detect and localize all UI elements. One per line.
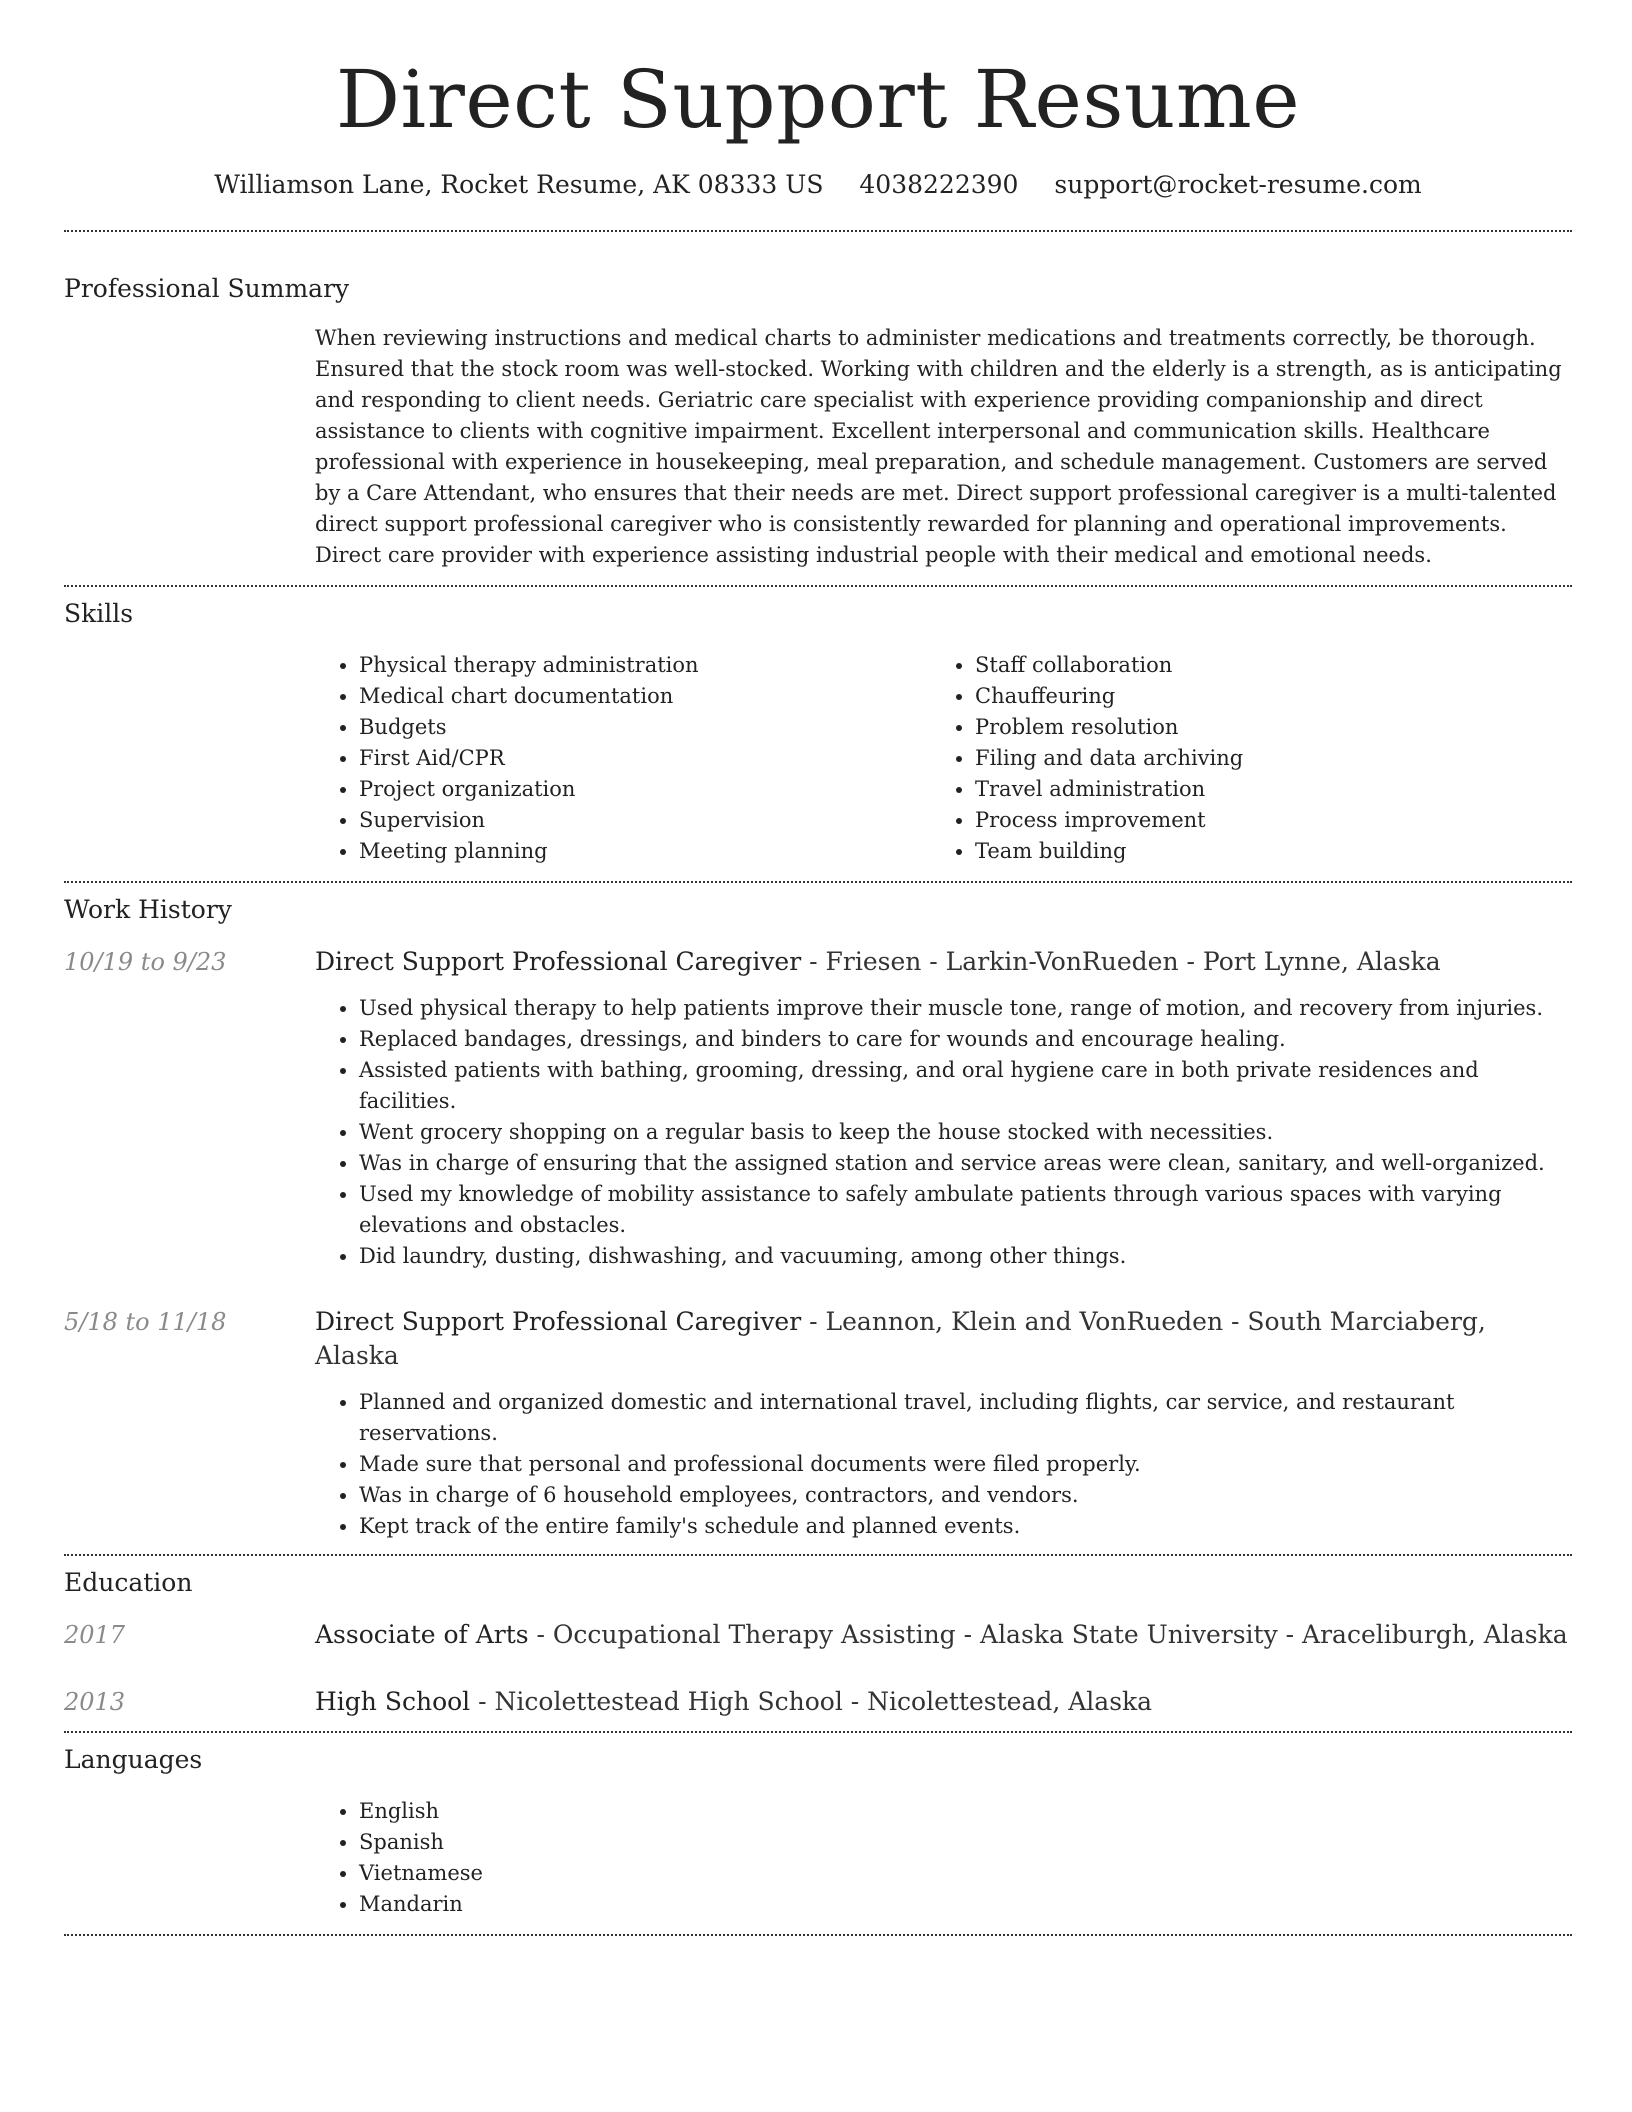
education-school-location: - Nicolettestead High School - Nicolettestead, Alaska [470,1687,1153,1716]
divider [64,1554,1572,1556]
job-title [315,1305,1572,1373]
education-entry [64,1618,1572,1652]
skill-item: • Process improvement [975,805,1547,836]
skills-left-column [315,650,931,867]
education-school-location: - Occupational Therapy Assisting - Alaska State University - Araceliburgh, Alaska [528,1620,1568,1649]
education-section [64,1566,1572,1719]
job-bullet: • Was in charge of ensuring that the assigned station and service areas were clean, sanitary, and well-organized. [359,1148,1572,1179]
language-item: • English [359,1796,1572,1827]
languages-section [64,1743,1572,1920]
job-bullet: • Kept track of the entire family's schedule and planned events. [359,1511,1572,1542]
job-entry [64,1305,1572,1542]
education-degree: Associate of Arts [315,1620,529,1649]
summary-text: When reviewing instructions and medical charts to administer medications and treatments correctly, be thorough. Ensured that the stock room was well-stocked. Working with children and the elderly is a strength, as is anticipating and responding to client needs. Geriatric care specialist with experience providing companionship and direct assistance to clients with cognitive impairment. Excellent interpersonal and communication skills. Healthcare professional with experience in housekeeping, meal preparation, and schedule management. Customers are served by a Care Attendant, who ensures that their needs are met. Direct support professional caregiver is a multi-talented direct support professional caregiver who is consistently rewarded for planning and operational improvements. Direct care provider with experience assisting industrial people with their medical and emotional needs. [315,326,1562,567]
job-dates: 5/18 to 11/18 [64,1308,227,1336]
education-year: 2013 [64,1688,126,1716]
job-bullet: • Used physical therapy to help patients improve their muscle tone, range of motion, and recovery from injuries. [359,993,1572,1024]
education-entry [64,1685,1572,1719]
skills-section [64,597,1572,867]
skill-item: • Problem resolution [975,712,1547,743]
skill-item: • Budgets [359,712,931,743]
skill-item: • Chauffeuring [975,681,1547,712]
job-entry [64,945,1572,1272]
education-title [315,1618,1568,1652]
skills-right-column [931,650,1547,867]
job-bullet: • Made sure that personal and professional documents were filed properly. [359,1449,1572,1480]
job-bullet: • Replaced bandages, dressings, and binders to care for wounds and encourage healing. [359,1024,1572,1055]
divider [64,585,1572,587]
job-bullet: • Went grocery shopping on a regular basis to keep the house stocked with necessities. [359,1117,1572,1148]
resume-header [64,0,1572,202]
job-bullet: • Used my knowledge of mobility assistance to safely ambulate patients through various spaces with varying elevations and obstacles. [359,1179,1572,1241]
job-employer-location: - Leannon, Klein and VonRueden - South Marciaberg, Alaska [315,1307,1486,1370]
job-bullet: • Was in charge of 6 household employees, contractors, and vendors. [359,1480,1572,1511]
skill-item: • Staff collaboration [975,650,1547,681]
contact-phone: 4038222390 [859,170,1019,199]
skill-item: • Travel administration [975,774,1547,805]
divider [64,881,1572,883]
resume-page [64,0,1572,1936]
skill-item: • First Aid/CPR [359,743,931,774]
job-role: Direct Support Professional Caregiver [315,1307,802,1336]
job-dates: 10/19 to 9/23 [64,948,227,976]
job-bullet: • Did laundry, dusting, dishwashing, and vacuuming, among other things. [359,1241,1572,1272]
job-bullet: • Planned and organized domestic and international travel, including flights, car service, and restaurant reservations. [359,1387,1572,1449]
resume-title: Direct Support Resume [335,53,1301,146]
education-year: 2017 [64,1621,126,1649]
job-employer-location: - Friesen - Larkin-VonRueden - Port Lynne, Alaska [801,947,1441,976]
contact-email: support@rocket-resume.com [1054,170,1422,199]
skill-item: • Medical chart documentation [359,681,931,712]
language-item: • Spanish [359,1827,1572,1858]
skill-item: • Meeting planning [359,836,931,867]
contact-line [64,168,1572,202]
skill-item: • Project organization [359,774,931,805]
summary-section [64,272,1572,571]
education-degree: High School [315,1687,471,1716]
language-item: • Mandarin [359,1889,1572,1920]
section-heading-summary: Professional Summary [64,274,350,303]
skill-item: • Filing and data archiving [975,743,1547,774]
skill-item: • Supervision [359,805,931,836]
job-role: Direct Support Professional Caregiver [315,947,802,976]
section-heading-education: Education [64,1568,193,1597]
skill-item: • Team building [975,836,1547,867]
divider [64,1731,1572,1733]
section-heading-skills: Skills [64,599,134,628]
divider [64,230,1572,232]
section-heading-work-history: Work History [64,895,232,924]
job-bullet: • Assisted patients with bathing, grooming, dressing, and oral hygiene care in both private residences and facilities. [359,1055,1572,1117]
contact-address: Williamson Lane, Rocket Resume, AK 08333 US [214,170,824,199]
section-heading-languages: Languages [64,1745,203,1774]
education-title [315,1685,1152,1719]
divider [64,1934,1572,1936]
language-item: • Vietnamese [359,1858,1572,1889]
skill-item: • Physical therapy administration [359,650,931,681]
job-title [315,945,1441,979]
work-history-section [64,893,1572,1542]
